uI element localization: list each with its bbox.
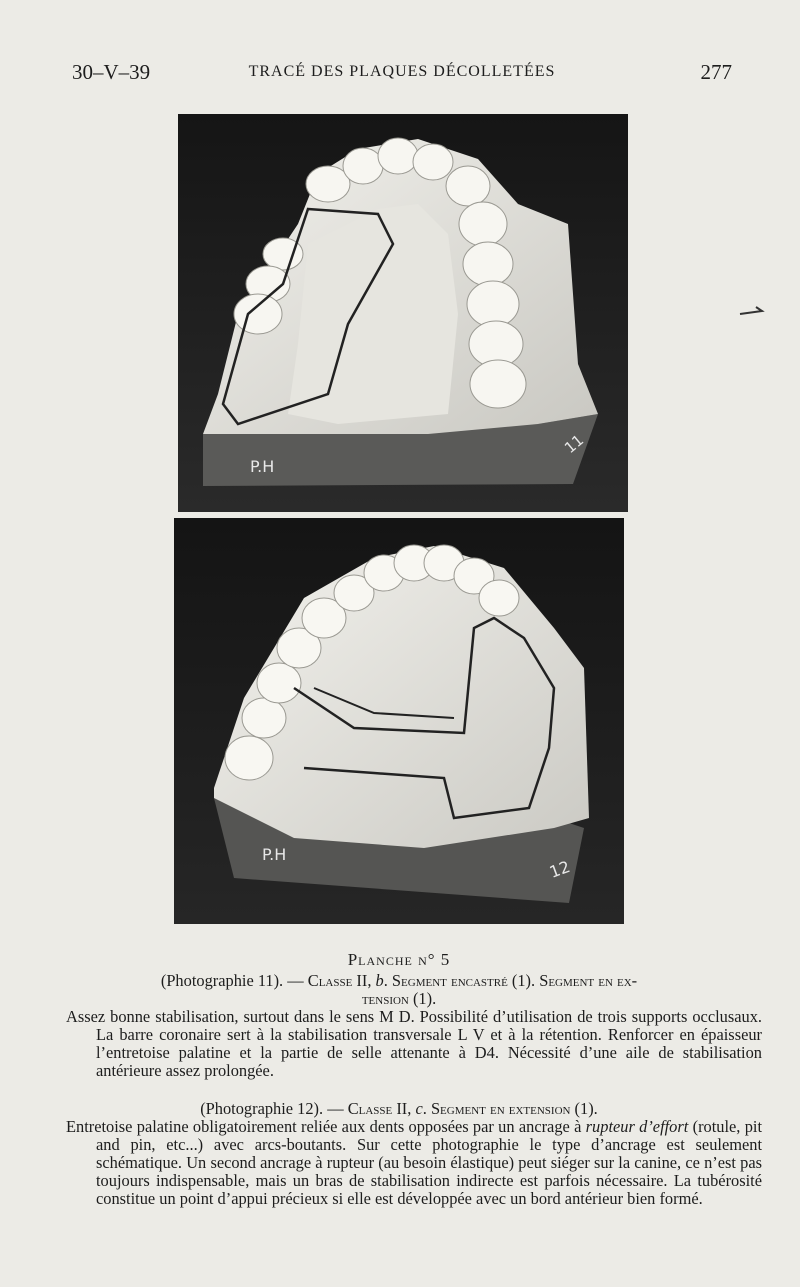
photo12-description [66, 1118, 762, 1208]
photo11-rest-b: tension (1). [361, 989, 437, 1008]
running-header [72, 60, 732, 86]
photo12-text-italic: rupteur d’effort [585, 1117, 689, 1136]
photo-number: 11 [561, 431, 588, 458]
photo11-heading [66, 972, 732, 1008]
photo12-letter: c [415, 1099, 423, 1118]
plate-title: Planche n° 5 [347, 950, 451, 969]
dash: — [323, 1099, 348, 1118]
photo11-letter: b [375, 971, 384, 990]
header-date: 30–V–39 [72, 60, 151, 84]
dental-cast-11-illustration [178, 114, 628, 512]
photo-label-ph: P.H [250, 457, 275, 476]
page-number: 277 [700, 60, 732, 84]
photograph-11 [178, 114, 628, 512]
dental-cast-12-illustration [174, 518, 624, 924]
photo12-heading [66, 1100, 732, 1118]
photo-number: 12 [546, 856, 573, 882]
photo11-classe: Classe II, [307, 971, 376, 990]
margin-pencil-mark [738, 300, 768, 322]
photo-label-ph: P.H [262, 845, 287, 864]
photo12-text-b: (rotule, pit and pin, etc...) avec arcs-boutants. Sur cette photographie le type d’ancrage est seulement schématique. Un second ancrage à rupteur (au besoin élastique) peut siéger sur la canine, ce n’est pas toujours indispensable, mais un bras de stabilisation indirecte est parfois nécessaire. La tubérosité constitue un point d’appui précieux si elle est développée avec un bord antérieur bien formé. [96, 1117, 762, 1208]
header-title: TRACÉ DES PLAQUES DÉCOLLETÉES [248, 63, 556, 80]
photo11-rest-a: . Segment encastré (1). Segment en ex- [383, 971, 638, 990]
photo12-ref: (Photographie 12). [200, 1099, 324, 1118]
photo12-classe: Classe II, [347, 1099, 416, 1118]
photo11-description: Assez bonne stabilisation, surtout dans le sens M D. Possibilité d’utilisation de trois supports occlusaux. La barre coronaire sert à la stabilisation transversale L V et à la rétention. Renforcer en épaisseur l’entretoise palatine et la partie de selle attenante à D4. Nécessité d’une aile de stabilisation antérieure assez prolongée. [66, 1007, 762, 1080]
photo11-ref: (Photographie 11). [160, 971, 284, 990]
photo12-text-a: Entretoise palatine obligatoirement reliée aux dents opposées par un ancrage à [66, 1117, 586, 1136]
photo12-rest: . Segment en extension (1). [422, 1099, 598, 1118]
photograph-12 [174, 518, 624, 924]
dash: — [283, 971, 308, 990]
